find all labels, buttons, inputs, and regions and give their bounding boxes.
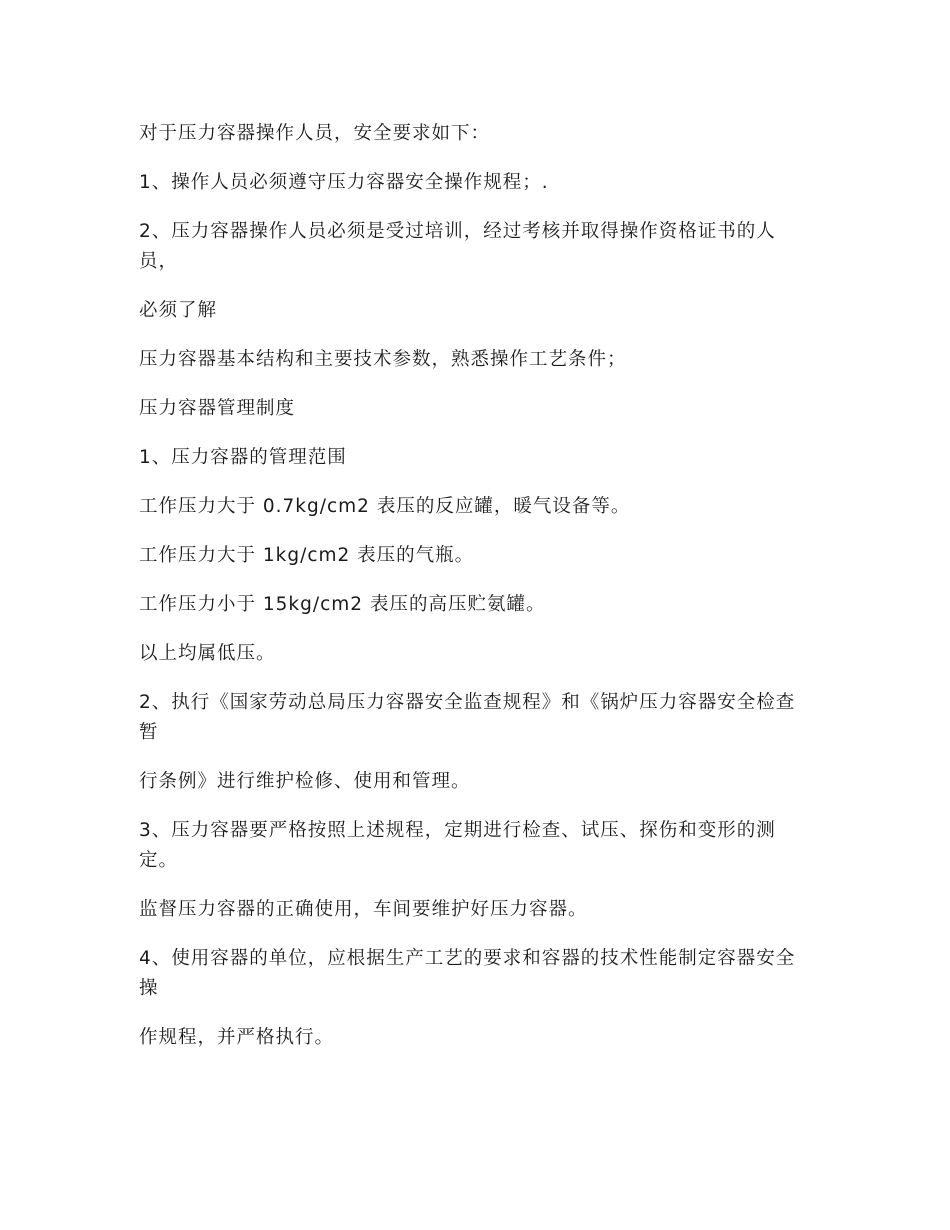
paragraph-rule-4-part-1: 4、使用容器的单位，应根据生产工艺的要求和容器的技术性能制定容器安全操 xyxy=(139,948,796,999)
section-heading-management: 压力容器管理制度 xyxy=(139,398,296,419)
paragraph-safety-intro: 对于压力容器操作人员，安全要求如下： xyxy=(139,123,491,144)
paragraph-rule-1: 1、操作人员必须遵守压力容器安全操作规程；. xyxy=(139,172,549,193)
paragraph-supervision: 监督压力容器的正确使用，车间要维护好压力容器。 xyxy=(139,899,588,920)
document-body xyxy=(139,119,809,1053)
paragraph-structure-params: 压力容器基本结构和主要技术参数，熟悉操作工艺条件； xyxy=(139,349,627,370)
paragraph-scope-reactor: 工作压力大于 0.7kg/cm2 表压的反应罐，暖气设备等。 xyxy=(139,496,631,517)
paragraph-low-pressure: 以上均属低压。 xyxy=(139,643,276,664)
paragraph-regulations-part-2: 行条例》进行维护检修、使用和管理。 xyxy=(139,771,471,792)
paragraph-rule-3: 3、压力容器要严格按照上述规程，定期进行检查、试压、探伤和变形的测定。 xyxy=(139,820,776,871)
paragraph-must-know: 必须了解 xyxy=(139,300,218,321)
paragraph-scope-ammonia-tank: 工作压力小于 15kg/cm2 表压的高压贮氨罐。 xyxy=(139,594,546,615)
paragraph-rule-2: 2、压力容器操作人员必须是受过培训，经过考核并取得操作资格证书的人员， xyxy=(139,221,776,272)
paragraph-rule-4-part-2: 作规程，并严格执行。 xyxy=(139,1027,335,1048)
paragraph-scope-heading: 1、压力容器的管理范围 xyxy=(139,447,347,468)
paragraph-scope-cylinder: 工作压力大于 1kg/cm2 表压的气瓶。 xyxy=(139,545,475,566)
paragraph-regulations-part-1: 2、执行《国家劳动总局压力容器安全监查规程》和《锅炉压力容器安全检查暂 xyxy=(139,692,796,743)
